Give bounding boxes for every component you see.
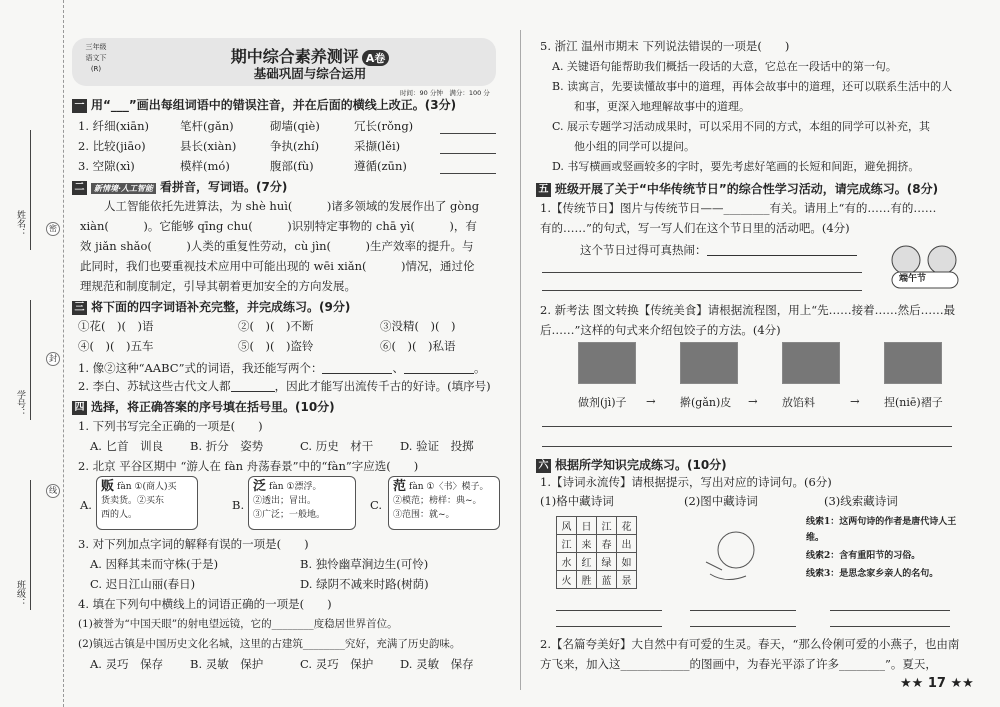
name-line bbox=[30, 130, 31, 250]
dict-line: ③广泛；一般地。 bbox=[253, 510, 326, 520]
s3-question-2 bbox=[78, 378, 491, 394]
s5-q1-line-2: 有的……”的句式，写一写人们在这个节日里的活动吧。(4分) bbox=[540, 221, 850, 235]
answer-line[interactable] bbox=[690, 626, 796, 627]
version-badge: A卷 bbox=[362, 50, 390, 66]
option-item[interactable]: C. 展示专题学习活动成果时，可以采用不同的方式，本组的同学可以补充，其 bbox=[552, 120, 931, 133]
option-item[interactable]: A. 灵巧 保存 bbox=[90, 657, 164, 671]
grid-cell: 日 bbox=[577, 517, 597, 535]
binding-strip bbox=[0, 0, 64, 707]
option-item: 他小组的同学可以提问。 bbox=[552, 140, 695, 153]
option-item[interactable]: D. 灵敏 保存 bbox=[400, 657, 474, 671]
s4-question-5: 5. 浙江 温州市期末 下列说法错误的一项是( ) bbox=[540, 39, 790, 53]
dict-line: ②模范；榜样：典~。 bbox=[393, 496, 482, 506]
flow-step: 擀(gǎn)皮 bbox=[680, 396, 732, 409]
grid-row bbox=[557, 553, 637, 571]
s4-question-4: 4. 填在下列句中横线上的词语正确的一项是( ) bbox=[78, 597, 332, 611]
answer-line[interactable] bbox=[440, 173, 496, 174]
grid-cell: 江 bbox=[597, 517, 617, 535]
grid-cell: 出 bbox=[617, 535, 637, 553]
flow-arrow: → bbox=[646, 394, 656, 408]
grade-text: 三年级 bbox=[85, 43, 107, 51]
dumpling-photo bbox=[578, 342, 636, 384]
clue-1: 线索1：这两句诗的作者是唐代诗人王维。 bbox=[806, 517, 957, 543]
passage-line: 此同时，我们也要重视技术应用中可能出现的 wēi xiǎn( )情况，通过伦 bbox=[80, 259, 475, 273]
option-item[interactable]: D. 验证 投掷 bbox=[400, 439, 474, 453]
word-item: 县长(xiàn) bbox=[180, 139, 237, 153]
answer-line[interactable] bbox=[690, 610, 796, 611]
section-title: 根据所学知识完成练习。(10分) bbox=[555, 458, 727, 472]
option-item[interactable]: C. 迟日江山丽(春日) bbox=[90, 577, 196, 591]
dict-box-a bbox=[96, 476, 198, 530]
grid-row bbox=[557, 535, 637, 553]
word-item: 冗长(rǒng) bbox=[354, 119, 414, 133]
s6-q2-line-2: 方飞来，加入这____________的图画中，为春光平添了许多________”。夏天， bbox=[540, 657, 937, 671]
option-c-label: C. bbox=[370, 498, 383, 512]
seal-mark: 封 bbox=[46, 352, 60, 366]
s4-q4-sentence-1: (1)被誉为“中国天眼”的射电望远镜，它的________度稳居世界首位。 bbox=[78, 618, 398, 630]
option-item: 和事，更深入地理解故事中的道理。 bbox=[552, 100, 750, 113]
s4-q4-sentence-2: (2)镇远古镇是中国历史文化名城，这里的古建筑________究好，充满了历史韵味。 bbox=[78, 638, 461, 650]
word-item: 遵循(zūn) bbox=[354, 159, 407, 173]
question-text: 2. 新考法 图文转换【传统美食】请根据流程图，用上“先……接着……然后……最 bbox=[540, 303, 956, 317]
s5-q1-prompt bbox=[580, 242, 857, 258]
dict-char: 泛 bbox=[253, 479, 267, 494]
s4-question-3: 3. 对下列加点字词的解释有误的一项是( ) bbox=[78, 537, 309, 551]
section-4-heading bbox=[72, 398, 335, 415]
grid-cell: 绿 bbox=[597, 553, 617, 571]
passage-line: 人工智能依托先进算法，为 shè huì( )诸多领域的发展作出了 gòng bbox=[104, 199, 480, 213]
answer-blank[interactable] bbox=[707, 244, 857, 256]
flow-arrow: → bbox=[850, 394, 860, 408]
answer-blank[interactable] bbox=[231, 380, 275, 392]
student-no-label: 学号： bbox=[15, 390, 25, 417]
word-item: 争执(zhí) bbox=[270, 139, 320, 153]
seal-mark: 线 bbox=[46, 484, 60, 498]
s6-q2-line-1: 2.【名篇夸美好】大自然中有可爱的生灵。春天，“那么伶俐可爱的小燕子，也由南 bbox=[540, 637, 960, 651]
dict-line: 货卖货。②买东 bbox=[101, 496, 165, 506]
option-item[interactable]: B. 读寓言，先要读懂故事中的道理，再体会故事中的道理，还可以联系生活中的人 bbox=[552, 80, 953, 93]
section-number: 四 bbox=[72, 401, 87, 415]
clue-3: 线索3：是思念家乡亲人的名句。 bbox=[806, 569, 939, 579]
grid-cell: 蓝 bbox=[597, 571, 617, 589]
sub-title-3: (3)线索藏诗词 bbox=[824, 494, 898, 508]
section-3-heading bbox=[72, 298, 350, 315]
word-item: 3. 空隙(xì) bbox=[78, 159, 135, 173]
subject-text: 语文下 bbox=[85, 54, 107, 62]
title-text: 期中综合素养测评 bbox=[230, 47, 359, 66]
word-item: 1. 纤细(xiān) bbox=[78, 119, 150, 133]
grid-cell: 花 bbox=[617, 517, 637, 535]
section-title: 将下面的四字词语补充完整，并完成练习。(9分) bbox=[91, 300, 351, 314]
answer-line[interactable] bbox=[542, 272, 862, 273]
option-item[interactable]: A. 匕首 训良 bbox=[90, 439, 164, 453]
idiom-item: ①花( )( )语 bbox=[78, 319, 154, 333]
dict-line: fàn ①漂浮。 bbox=[269, 482, 322, 492]
option-item[interactable]: B. 折分 姿势 bbox=[190, 439, 264, 453]
grade-info bbox=[80, 42, 112, 75]
passage-line: 效 jiǎn shǎo( )人类的重复性劳动，cù jìn( )生产效率的提升。与 bbox=[80, 239, 474, 253]
idiom-item: ⑥( )( )私语 bbox=[380, 339, 456, 353]
option-item[interactable]: A. 因释其耒而守株(于是) bbox=[90, 557, 219, 571]
grid-cell: 如 bbox=[617, 553, 637, 571]
option-a-label: A. bbox=[80, 498, 92, 512]
section-title: 班级开展了关于“中华传统节日”的综合性学习活动，请完成练习。(8分) bbox=[555, 182, 939, 196]
context-tag: 新情境·人工智能 bbox=[91, 183, 156, 194]
question-text: 2. 李白、苏轼这些古代文人都 bbox=[78, 379, 231, 393]
section-number: 二 bbox=[72, 181, 87, 195]
option-item[interactable]: B. 灵敏 保护 bbox=[190, 657, 264, 671]
word-item: 腹部(fù) bbox=[270, 159, 314, 173]
option-item[interactable]: C. 灵巧 保护 bbox=[300, 657, 374, 671]
dict-box-b bbox=[248, 476, 356, 530]
answer-line[interactable] bbox=[440, 153, 496, 154]
prompt-text: 这个节日过得可真热闹： bbox=[580, 243, 707, 257]
s5-q2-line-2: 后……”这样的句式来介绍包饺子的方法。(4分) bbox=[540, 323, 781, 337]
grid-row bbox=[557, 517, 637, 535]
section-number: 五 bbox=[536, 183, 551, 197]
section-number: 一 bbox=[72, 99, 87, 113]
clue-2: 线索2：含有重阳节的习俗。 bbox=[806, 551, 921, 561]
dumpling-photo bbox=[782, 342, 840, 384]
idiom-item: ④( )( )五车 bbox=[78, 339, 154, 353]
dict-line: fàn ①(商人)买 bbox=[117, 482, 177, 492]
s4-question-1: 1. 下列书写完全正确的一项是( ) bbox=[78, 419, 263, 433]
dict-char: 贩 bbox=[101, 479, 115, 494]
passage-line: 理规范和制度制定，引导其朝着更加安全的方向发展。 bbox=[80, 279, 356, 293]
answer-blank[interactable] bbox=[404, 362, 474, 374]
name-label: 姓名： bbox=[15, 210, 25, 237]
word-item: 采撷(lěi) bbox=[354, 139, 401, 153]
answer-line[interactable] bbox=[542, 290, 862, 291]
grid-cell: 来 bbox=[577, 535, 597, 553]
option-b-label: B. bbox=[232, 498, 245, 512]
poem-grid bbox=[556, 516, 637, 589]
section-number: 六 bbox=[536, 459, 551, 473]
word-item: 笔杆(gǎn) bbox=[180, 119, 234, 133]
answer-line[interactable] bbox=[542, 426, 952, 427]
section-2-heading bbox=[72, 178, 287, 195]
sub-title-1: (1)格中藏诗词 bbox=[540, 494, 614, 508]
s5-q2-line-1 bbox=[540, 302, 955, 318]
section-title: 用“___”画出每组词语中的错误注音，并在后面的横线上改正。(3分) bbox=[91, 98, 457, 112]
time-score: 时间：90 分钟 满分：100 分 bbox=[400, 89, 490, 97]
section-1-heading bbox=[72, 96, 456, 113]
section-title: 看拼音，写词语。(7分) bbox=[160, 180, 288, 194]
option-item[interactable]: B. 独怜幽草涧边生(可怜) bbox=[300, 557, 429, 571]
dict-char: 范 bbox=[393, 479, 407, 494]
answer-blank[interactable] bbox=[322, 362, 392, 374]
s5-q1-line-1: 1.【传统节日】图片与传统节日——________有关。请用上“有的……有的…… bbox=[540, 201, 937, 215]
section-6-heading bbox=[536, 456, 727, 473]
option-item[interactable]: D. 绿阴不减来时路(树荫) bbox=[300, 577, 429, 591]
column-divider bbox=[520, 30, 521, 690]
class-label: 班级： bbox=[15, 580, 25, 607]
idiom-item: ③没精( )( ) bbox=[380, 319, 456, 333]
page-number: ★★ 17 ★★ bbox=[900, 676, 974, 691]
chrysanthemum-drawing bbox=[696, 514, 766, 592]
flow-step: 做剂(jì)子 bbox=[578, 396, 627, 409]
grid-cell: 水 bbox=[557, 553, 577, 571]
word-item: 2. 比较(jiāo) bbox=[78, 139, 146, 153]
sub-title-2: (2)图中藏诗词 bbox=[684, 494, 758, 508]
dict-line: ③范围：就~。 bbox=[393, 510, 455, 520]
s4-question-2: 2. 北京 平谷区期中 “游人在 fàn 舟荡春景”中的“fàn”字应选( ) bbox=[78, 459, 419, 473]
answer-line[interactable] bbox=[440, 133, 496, 134]
answer-line[interactable] bbox=[830, 626, 950, 627]
flow-step: 放馅料 bbox=[782, 396, 815, 409]
dumpling-photo bbox=[680, 342, 738, 384]
festival-badge: 端午节 bbox=[899, 274, 927, 284]
s6-question-1: 1.【诗词永流传】请根据提示，写出对应的诗词句。(6分) bbox=[540, 475, 832, 489]
word-item: 模样(mó) bbox=[180, 159, 230, 173]
section-number: 三 bbox=[72, 301, 87, 315]
idiom-item: ②( )( )不断 bbox=[238, 319, 314, 333]
word-item: 砌墙(qiè) bbox=[270, 119, 320, 133]
dict-line: 西的人。 bbox=[101, 510, 138, 520]
question-text: 1. 像②这种“AABC”式的词语，我还能写两个： bbox=[78, 361, 323, 375]
dumpling-photo bbox=[884, 342, 942, 384]
passage-line: xiàn( )。它能够 qīng chu( )识别特定事物的 chā yì( )，有 bbox=[80, 219, 477, 233]
answer-line[interactable] bbox=[830, 610, 950, 611]
exam-subtitle: 基础巩固与综合运用 bbox=[253, 66, 367, 81]
grid-cell: 江 bbox=[557, 535, 577, 553]
grid-cell: 火 bbox=[557, 571, 577, 589]
grid-cell: 红 bbox=[577, 553, 597, 571]
class-line bbox=[30, 480, 31, 610]
flow-arrow: → bbox=[748, 394, 758, 408]
section-title: 选择，将正确答案的序号填在括号里。(10分) bbox=[91, 400, 335, 414]
option-item[interactable]: C. 历史 材干 bbox=[300, 439, 374, 453]
grid-cell: 春 bbox=[597, 535, 617, 553]
option-item[interactable]: A. 关键语句能帮助我们概括一段话的大意，它总在一段话中的第一句。 bbox=[552, 60, 897, 73]
grid-cell: 景 bbox=[617, 571, 637, 589]
grid-cell: 风 bbox=[557, 517, 577, 535]
grid-row bbox=[557, 571, 637, 589]
answer-line[interactable] bbox=[556, 626, 662, 627]
dict-box-c bbox=[388, 476, 500, 530]
option-item[interactable]: D. 书写横画或竖画较多的字时，要先考虑好笔画的长短和间距，避免拥挤。 bbox=[552, 160, 920, 173]
seal-mark: 密 bbox=[46, 222, 60, 236]
dict-line: fàn ①〈书〉模子。 bbox=[409, 482, 489, 492]
s3-question-1: 1. 像②这种“AABC”式的词语，我还能写两个： 、 。 bbox=[78, 361, 486, 375]
question-text-tail: ，因此才能写出流传千古的好诗。(填序号) bbox=[274, 379, 491, 393]
student-no-line bbox=[30, 300, 31, 420]
dict-line: ②透出；冒出。 bbox=[253, 496, 317, 506]
section-5-heading bbox=[536, 180, 938, 197]
answer-line[interactable] bbox=[542, 446, 952, 447]
edition-text: (R) bbox=[90, 65, 102, 73]
idiom-item: ⑤( )( )盗铃 bbox=[238, 339, 314, 353]
answer-line[interactable] bbox=[556, 610, 662, 611]
grid-cell: 胜 bbox=[577, 571, 597, 589]
flow-step: 捏(niē)褶子 bbox=[884, 396, 943, 409]
